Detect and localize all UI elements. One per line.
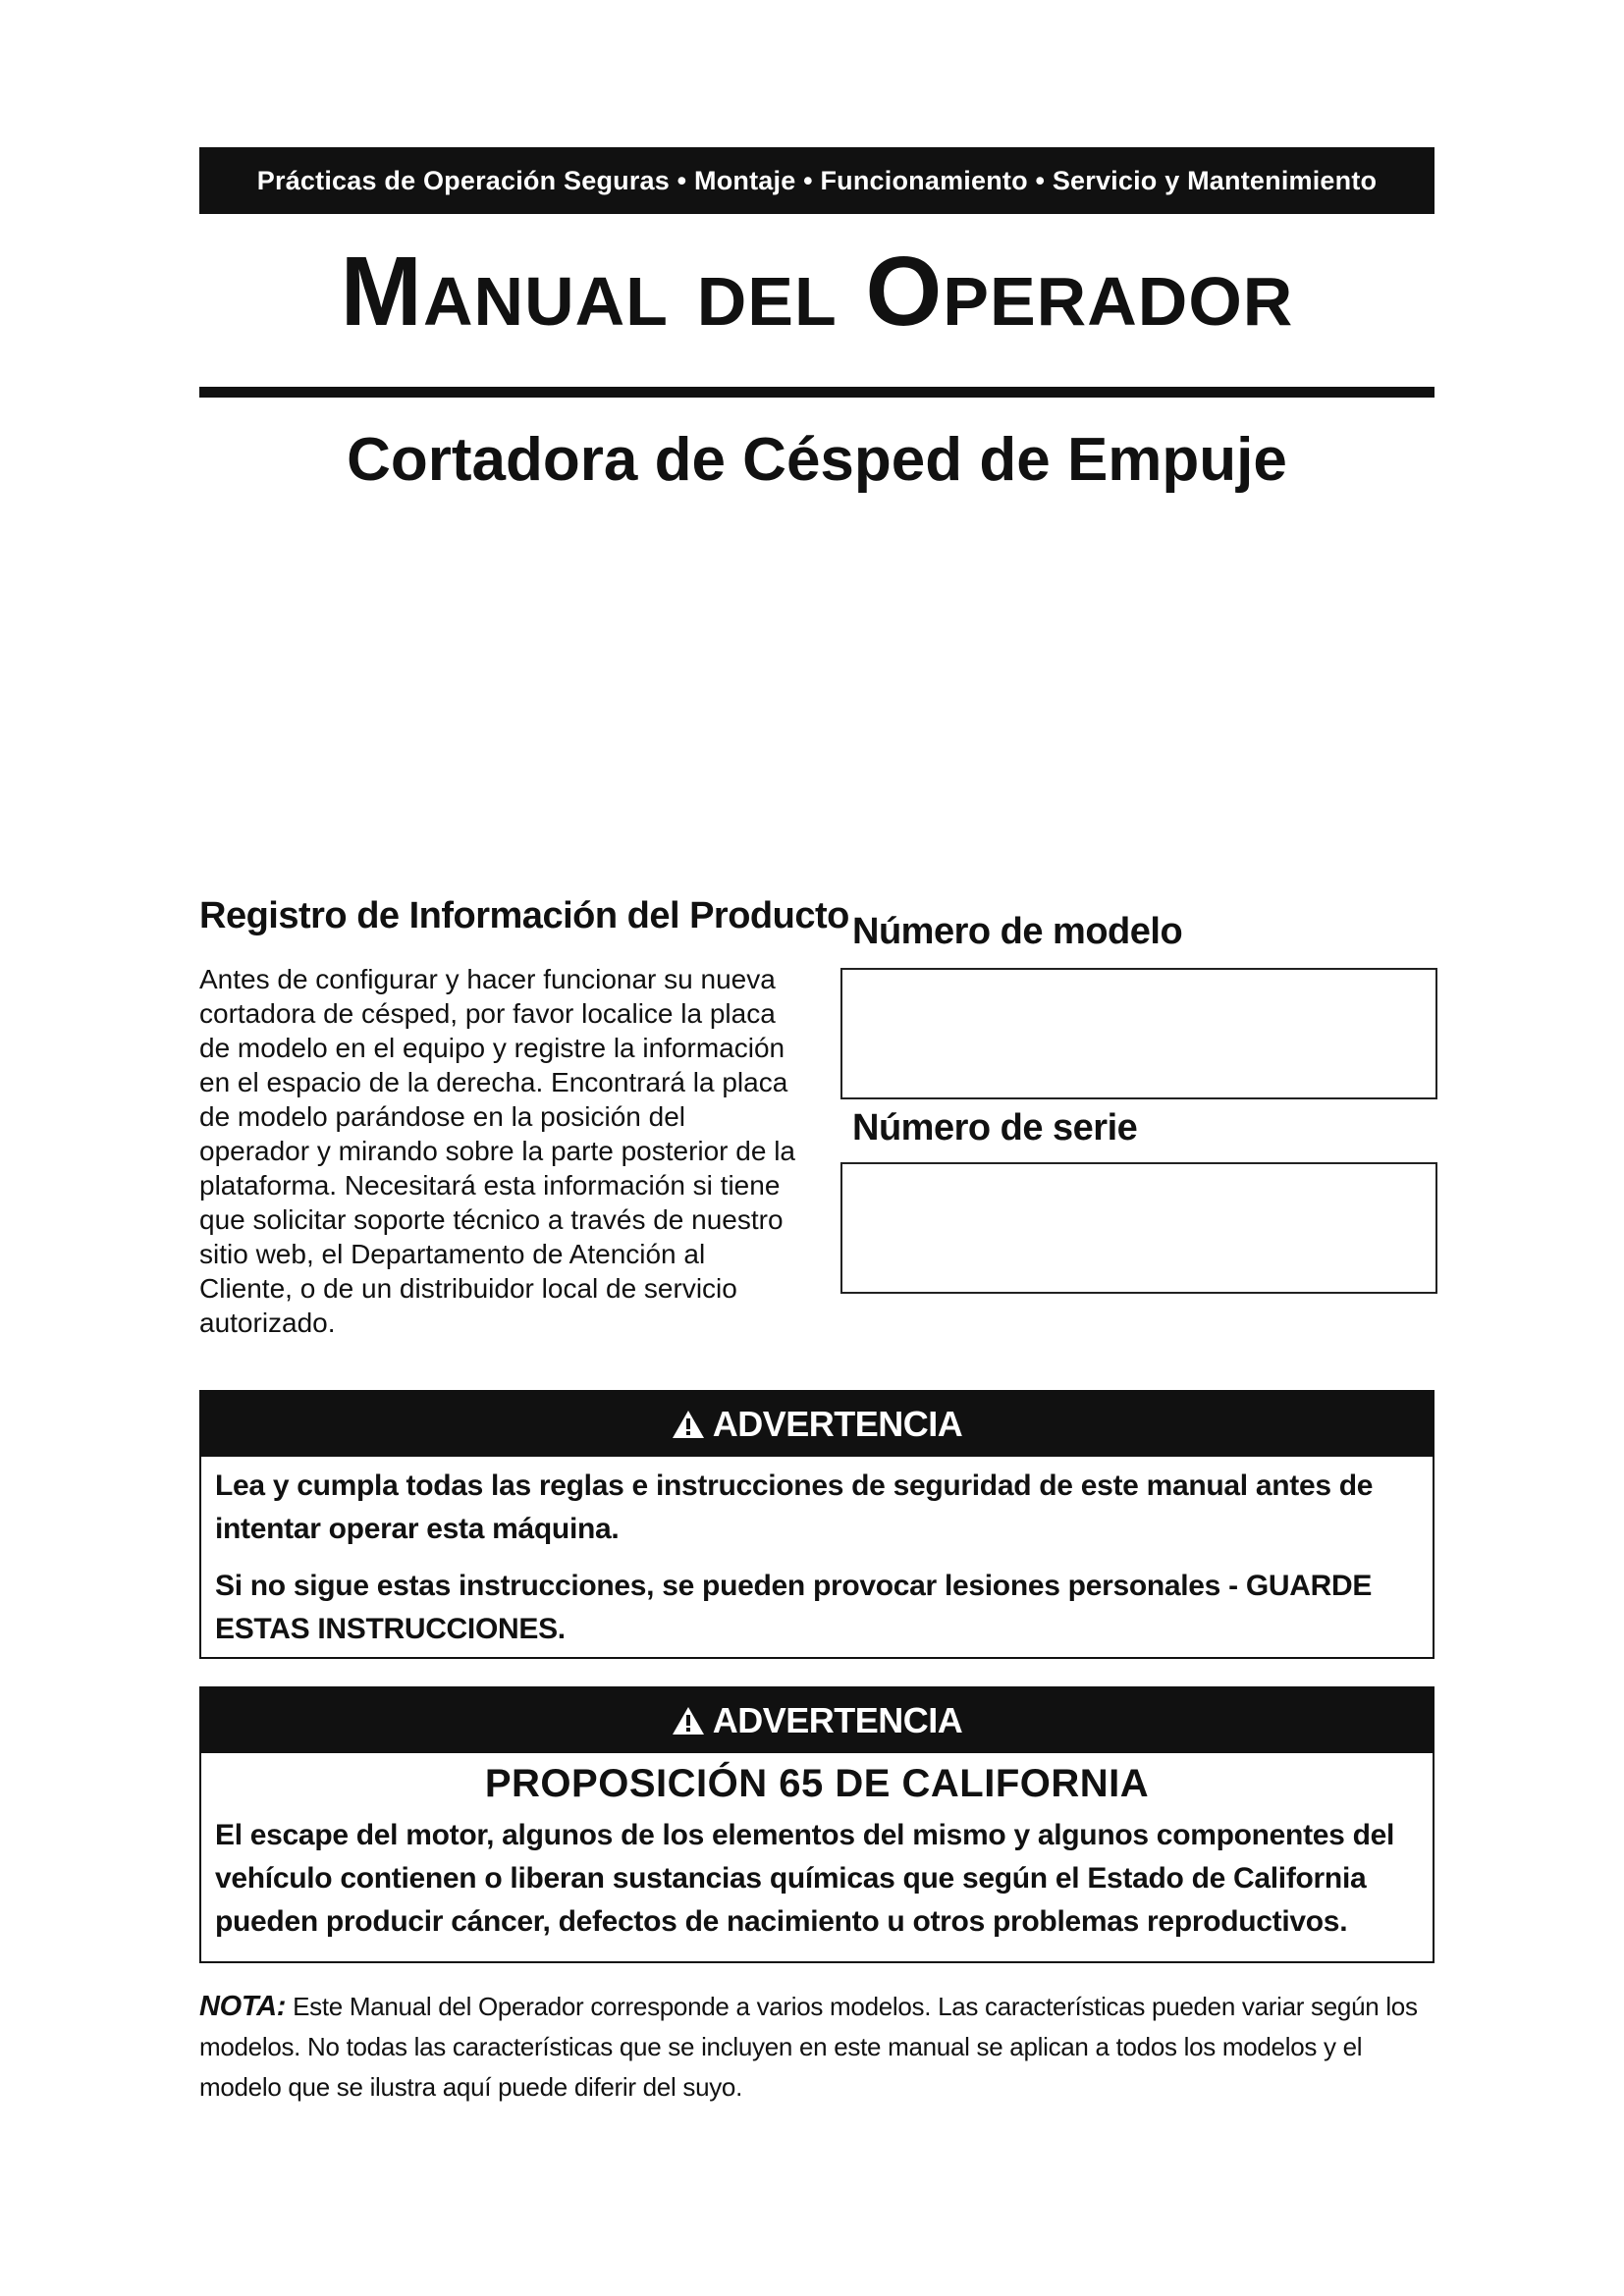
serial-number-field[interactable] [840,1162,1437,1294]
note-paragraph [199,1987,1436,2108]
warning-header [201,1688,1433,1753]
warning-box-prop65 [199,1686,1435,1963]
warning-box-safety [199,1390,1435,1659]
serial-number-label: Número de serie [852,1107,1138,1148]
model-number-label: Número de modelo [852,911,1183,952]
note-label: NOTA: [199,1991,287,2022]
header-bar [199,147,1435,214]
warning-text-2: Si no sigue estas instrucciones, se pueden provocar lesiones personales - GUARDE ESTAS INSTRUCCIONES. [215,1570,1373,1645]
warning-text-1: Lea y cumpla todas las reglas e instrucciones de seguridad de este manual antes de intentar operar esta máquina. [215,1469,1374,1545]
note-text: Este Manual del Operador corresponde a varios modelos. Las características pueden variar según los modelos. No todas las características que se incluyen en este manual se aplican a todos los modelos y el modelo que se ilustra aquí puede diferir del suyo. [199,1992,1418,2102]
page-subtitle: Cortadora de Césped de Empuje [347,426,1287,494]
warning-triangle-icon [672,1706,705,1735]
header-bar-text: Prácticas de Operación Seguras • Montaje • Funcionamiento • Servicio y Mantenimiento [256,165,1378,195]
warning-header-label: ADVERTENCIA [712,1700,963,1740]
registration-body: Antes de configurar y hacer funcionar su nueva cortadora de césped, por favor localice la placa de modelo en el equipo y registre la información en el espacio de la derecha. Encontrará la placa de modelo parándose en la posición del operador y mirando sobre la parte posterior de la plataforma. Necesitará esta información si tiene que solicitar soporte técnico a través de nuestro sitio web, el Departamento de Atención al Cliente, o de un distribuidor local de servicio autorizado. [199,964,796,1338]
model-number-field[interactable] [840,968,1437,1099]
prop65-text: El escape del motor, algunos de los elementos del mismo y algunos componentes del vehículo contienen o liberan sustancias químicas que según el Estado de California pueden producir cáncer, defectos de nacimiento u otros problemas reproductivos. [215,1819,1395,1938]
warning-triangle-icon [672,1410,705,1439]
prop65-title: PROPOSICIÓN 65 DE CALIFORNIA [484,1762,1150,1805]
registration-heading: Registro de Información del Producto [199,895,849,936]
warning-header-label: ADVERTENCIA [712,1404,963,1444]
warning-header [201,1392,1433,1457]
page-title: Manual del Operador [340,237,1294,347]
title-divider [199,387,1435,398]
